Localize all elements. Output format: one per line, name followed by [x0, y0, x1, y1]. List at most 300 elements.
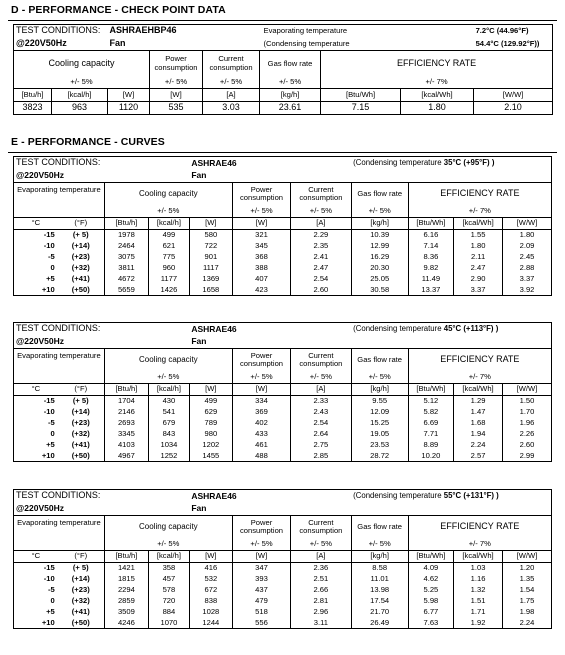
table-row	[14, 596, 552, 607]
data-cell: 2.57	[454, 451, 503, 462]
data-cell: 1.55	[454, 230, 503, 241]
data-cell: 2146	[104, 407, 148, 418]
data-cell: 1.20	[502, 563, 551, 574]
data-cell: 541	[149, 407, 190, 418]
data-cell: 1.96	[502, 418, 551, 429]
unit-cell: [Btu/h]	[104, 384, 148, 396]
section-d-rule	[8, 20, 557, 21]
efficiency-header: EFFICIENCY RATE	[408, 349, 551, 372]
data-cell: 3345	[104, 429, 148, 440]
fan-label: Fan	[191, 170, 207, 181]
temp-f: (+50)	[71, 617, 90, 627]
data-cell: 479	[232, 596, 290, 607]
temp-f: (+32)	[71, 595, 90, 605]
table-row	[14, 451, 552, 462]
data-cell: 2.24	[454, 440, 503, 451]
efficiency-header: EFFICIENCY RATE	[408, 516, 551, 539]
data-cell: 4.62	[408, 574, 453, 585]
data-cell: 9.82	[408, 263, 453, 274]
section-e-rule	[8, 152, 557, 153]
value-cell: 7.15	[321, 102, 401, 115]
data-cell: 4967	[104, 451, 148, 462]
data-cell: 402	[232, 418, 290, 429]
unit-c: °C	[14, 551, 58, 563]
data-cell: 532	[189, 574, 232, 585]
data-cell: 2.99	[502, 451, 551, 462]
unit-cell: [W]	[189, 551, 232, 563]
unit-cell: [kcal/h]	[149, 551, 190, 563]
data-cell: 3075	[104, 252, 148, 263]
temp-c: -15	[43, 396, 55, 406]
temp-f: (+41)	[71, 439, 90, 449]
efficiency-header: EFFICIENCY RATE	[408, 183, 551, 206]
unit-cell: [W/W]	[503, 218, 552, 230]
data-cell: 7.63	[408, 618, 453, 629]
unit-f: (°F)	[58, 384, 105, 396]
data-cell: 5.25	[408, 585, 453, 596]
data-cell: 2.75	[291, 440, 352, 451]
temp-f: (+32)	[71, 428, 90, 438]
unit-cell: [kcal/Wh]	[454, 551, 503, 563]
table-row	[14, 230, 552, 241]
data-cell: 3.37	[454, 285, 503, 296]
current-tolerance: +/- 5%	[203, 77, 260, 89]
cond-temp-label: (Condensing temperature	[353, 157, 442, 167]
data-cell: 358	[149, 563, 190, 574]
data-cell: 3.11	[291, 618, 352, 629]
table-row	[14, 574, 552, 585]
temp-c: -10	[43, 406, 55, 416]
data-cell: 6.69	[408, 418, 453, 429]
cooling-capacity-header: Cooling capacity	[104, 349, 232, 372]
unit-cell: [W]	[189, 384, 232, 396]
data-cell: 2.35	[291, 241, 352, 252]
data-cell: 1658	[189, 285, 232, 296]
data-cell: 2.88	[503, 263, 552, 274]
temp-f: (+23)	[71, 584, 90, 594]
data-cell: 11.49	[408, 274, 453, 285]
unit-cell: [kcal/Wh]	[401, 89, 474, 102]
unit-cell: [A]	[291, 551, 352, 563]
data-cell: 838	[189, 596, 232, 607]
fan-label: Fan	[191, 503, 207, 514]
temp-f: (+23)	[71, 251, 90, 261]
data-cell: 1028	[189, 607, 232, 618]
data-cell: 2.90	[454, 274, 503, 285]
data-cell: 2.81	[291, 596, 352, 607]
temp-c: +5	[46, 606, 55, 616]
table-row	[14, 585, 552, 596]
unit-cell: [Btu/h]	[14, 89, 52, 102]
data-cell: 556	[232, 618, 290, 629]
data-cell: 20.30	[351, 263, 408, 274]
temp-c: 0	[50, 262, 55, 272]
data-cell: 2.43	[291, 407, 352, 418]
data-cell: 1421	[104, 563, 148, 574]
data-cell: 775	[149, 252, 190, 263]
temp-f: (+14)	[71, 406, 90, 416]
efficiency-tolerance: +/- 7%	[408, 206, 551, 218]
data-cell: 1.35	[502, 574, 551, 585]
power-header: Power consumption	[232, 349, 290, 372]
data-cell: 430	[149, 396, 190, 407]
power-header: Power consumption	[232, 183, 290, 206]
gas-flow-header: Gas flow rate	[260, 51, 321, 77]
data-cell: 2.66	[291, 585, 352, 596]
data-cell: 843	[149, 429, 190, 440]
temp-c: +10	[41, 617, 55, 627]
data-cell: 1.80	[454, 241, 503, 252]
power-header: Power consumption	[232, 516, 290, 539]
test-conditions-label: TEST CONDITIONS:	[16, 25, 101, 36]
data-cell: 629	[189, 407, 232, 418]
data-cell: 321	[232, 230, 290, 241]
standard-label: ASHRAE46	[191, 323, 237, 334]
unit-c: °C	[14, 218, 58, 230]
current-tolerance: +/- 5%	[291, 539, 352, 551]
data-cell: 1117	[189, 263, 232, 274]
data-cell: 1.32	[454, 585, 503, 596]
unit-cell: [A]	[291, 218, 352, 230]
data-cell: 26.49	[351, 618, 408, 629]
cond-temp-label: (Condensing temperature	[263, 38, 350, 48]
data-cell: 1202	[189, 440, 232, 451]
unit-cell: [W/W]	[502, 551, 551, 563]
supply-label: @220V50Hz	[16, 503, 64, 514]
cooling-tolerance: +/- 5%	[70, 77, 93, 87]
unit-cell: [A]	[291, 384, 352, 396]
section-e-title: E - PERFORMANCE - CURVES	[11, 136, 165, 148]
cooling-tolerance: +/- 5%	[104, 206, 232, 218]
temp-c: +10	[41, 450, 55, 460]
unit-cell: [Btu/h]	[104, 218, 148, 230]
unit-f: (°F)	[58, 551, 105, 563]
data-cell: 1455	[189, 451, 232, 462]
temp-f: (+23)	[71, 417, 90, 427]
data-cell: 4103	[104, 440, 148, 451]
efficiency-tolerance: +/- 7%	[321, 77, 553, 89]
data-cell: 1252	[149, 451, 190, 462]
data-cell: 8.89	[408, 440, 453, 451]
temp-c: -10	[43, 240, 55, 250]
unit-cell: [W]	[150, 89, 203, 102]
data-cell: 16.29	[351, 252, 408, 263]
data-cell: 9.55	[351, 396, 408, 407]
data-cell: 345	[232, 241, 290, 252]
cooling-capacity-header: Cooling capacity	[14, 51, 150, 77]
gas-flow-header: Gas flow rate	[351, 349, 408, 372]
cooling-tolerance: +/- 5%	[104, 372, 232, 384]
data-cell: 433	[232, 429, 290, 440]
table-row	[14, 607, 552, 618]
data-cell: 368	[232, 252, 290, 263]
supply-label: @220V50Hz	[16, 37, 67, 48]
data-cell: 13.37	[408, 285, 453, 296]
data-cell: 347	[232, 563, 290, 574]
power-tolerance: +/- 5%	[232, 539, 290, 551]
data-cell: 11.01	[351, 574, 408, 585]
data-cell: 901	[189, 252, 232, 263]
data-cell: 580	[189, 230, 232, 241]
temp-f: (+ 5)	[72, 230, 89, 240]
standard-label: ASHRAE46	[191, 490, 237, 501]
data-cell: 1.94	[454, 429, 503, 440]
supply-label: @220V50Hz	[16, 336, 64, 347]
data-cell: 5.98	[408, 596, 453, 607]
table-row	[14, 285, 552, 296]
data-cell: 1.50	[502, 396, 551, 407]
fan-label: Fan	[191, 336, 207, 347]
unit-cell: [Btu/Wh]	[408, 218, 453, 230]
evap-temp-header: Evaporating temperature	[14, 516, 105, 551]
temp-c: +5	[46, 273, 55, 283]
current-header: Current consumption	[291, 183, 352, 206]
data-cell: 1244	[189, 618, 232, 629]
temp-c: -15	[43, 563, 55, 573]
temp-f: (+ 5)	[72, 563, 89, 573]
temp-c: -10	[43, 573, 55, 583]
data-cell: 8.36	[408, 252, 453, 263]
table-row	[14, 418, 552, 429]
current-header: Current consumption	[291, 349, 352, 372]
data-cell: 679	[149, 418, 190, 429]
data-cell: 1.68	[454, 418, 503, 429]
data-cell: 461	[232, 440, 290, 451]
data-cell: 488	[232, 451, 290, 462]
power-tolerance: +/- 5%	[150, 77, 203, 89]
data-cell: 369	[232, 407, 290, 418]
data-cell: 2.51	[291, 574, 352, 585]
data-cell: 457	[149, 574, 190, 585]
value-cell: 23.61	[260, 102, 321, 115]
temp-c: 0	[50, 595, 55, 605]
data-cell: 21.70	[351, 607, 408, 618]
data-cell: 6.16	[408, 230, 453, 241]
table-row	[14, 396, 552, 407]
temp-c: +10	[41, 284, 55, 294]
unit-cell: [kcal/Wh]	[454, 218, 503, 230]
temp-c: -5	[47, 584, 55, 594]
unit-cell: [W]	[232, 551, 290, 563]
data-cell: 7.71	[408, 429, 453, 440]
curve-table	[13, 156, 552, 296]
data-cell: 1815	[104, 574, 148, 585]
data-cell: 1034	[149, 440, 190, 451]
data-cell: 518	[232, 607, 290, 618]
data-cell: 5.82	[408, 407, 453, 418]
data-cell: 1704	[104, 396, 148, 407]
data-cell: 12.99	[351, 241, 408, 252]
unit-cell: [Btu/Wh]	[321, 89, 401, 102]
data-cell: 393	[232, 574, 290, 585]
unit-cell: [kg/h]	[260, 89, 321, 102]
evap-temp-label: Evaporating temperature	[263, 26, 348, 36]
value-cell: 963	[52, 102, 108, 115]
temp-f: (+32)	[71, 262, 90, 272]
table-row	[14, 618, 552, 629]
data-cell: 10.20	[408, 451, 453, 462]
standard-label: ASHRAEHBP46	[109, 25, 177, 36]
data-cell: 2.11	[454, 252, 503, 263]
data-cell: 30.58	[351, 285, 408, 296]
efficiency-header: EFFICIENCY RATE	[321, 51, 553, 77]
data-cell: 1.29	[454, 396, 503, 407]
data-cell: 6.77	[408, 607, 453, 618]
data-cell: 2294	[104, 585, 148, 596]
supply-label: @220V50Hz	[16, 170, 64, 181]
cond-temp-label: (Condensing temperature	[353, 490, 442, 500]
unit-cell: [W]	[232, 384, 290, 396]
unit-cell: [kg/h]	[351, 384, 408, 396]
gas-tolerance: +/- 5%	[260, 77, 321, 89]
data-cell: 1426	[149, 285, 190, 296]
temp-c: +5	[46, 439, 55, 449]
temp-c: -5	[47, 251, 55, 261]
data-cell: 1.71	[454, 607, 503, 618]
unit-cell: [W/W]	[502, 384, 551, 396]
data-cell: 334	[232, 396, 290, 407]
data-cell: 1.16	[454, 574, 503, 585]
data-cell: 3509	[104, 607, 148, 618]
data-cell: 437	[232, 585, 290, 596]
table-row	[14, 274, 552, 285]
data-cell: 4246	[104, 618, 148, 629]
data-cell: 2.60	[502, 440, 551, 451]
data-cell: 423	[232, 285, 290, 296]
unit-cell: [kg/h]	[351, 218, 408, 230]
power-header: Power consumption	[150, 51, 203, 77]
temp-c: -15	[43, 230, 55, 240]
cond-temp-label: (Condensing temperature	[353, 323, 442, 333]
unit-f: (°F)	[58, 218, 105, 230]
unit-cell: [kg/h]	[351, 551, 408, 563]
data-cell: 1.80	[503, 230, 552, 241]
curve-table	[13, 489, 552, 629]
cond-temp-value: 54.4°C (129.92°F))	[475, 38, 540, 48]
current-header: Current consumption	[291, 516, 352, 539]
data-cell: 2.26	[502, 429, 551, 440]
data-cell: 2.85	[291, 451, 352, 462]
data-cell: 28.72	[351, 451, 408, 462]
table-row	[14, 263, 552, 274]
data-cell: 2.45	[503, 252, 552, 263]
data-cell: 13.98	[351, 585, 408, 596]
test-conditions-label: TEST CONDITIONS:	[16, 323, 101, 334]
data-cell: 2.54	[291, 418, 352, 429]
data-cell: 3811	[104, 263, 148, 274]
temp-f: (+14)	[71, 240, 90, 250]
gas-tolerance: +/- 5%	[351, 372, 408, 384]
unit-cell: [Btu/Wh]	[408, 551, 453, 563]
current-header: Current consumption	[203, 51, 260, 77]
data-cell: 4.09	[408, 563, 453, 574]
data-cell: 5.12	[408, 396, 453, 407]
data-cell: 23.53	[351, 440, 408, 451]
unit-cell: [kcal/h]	[149, 218, 190, 230]
evap-temp-header: Evaporating temperature	[14, 183, 105, 218]
table-row	[14, 407, 552, 418]
unit-cell: [Btu/Wh]	[408, 384, 453, 396]
standard-label: ASHRAE46	[191, 157, 237, 168]
data-cell: 2.29	[291, 230, 352, 241]
data-cell: 2.24	[502, 618, 551, 629]
gas-flow-header: Gas flow rate	[351, 183, 408, 206]
unit-cell: [W]	[189, 218, 232, 230]
temp-f: (+50)	[71, 450, 90, 460]
value-cell: 1.80	[401, 102, 474, 115]
data-cell: 8.58	[351, 563, 408, 574]
data-cell: 960	[149, 263, 190, 274]
cond-temp-value: 55°C (+131°F) )	[443, 490, 499, 500]
data-cell: 1.92	[454, 618, 503, 629]
data-cell: 1.98	[502, 607, 551, 618]
value-cell: 3.03	[203, 102, 260, 115]
data-cell: 499	[189, 396, 232, 407]
temp-c: -5	[47, 417, 55, 427]
data-cell: 2.64	[291, 429, 352, 440]
temp-f: (+ 5)	[72, 396, 89, 406]
data-cell: 2.41	[291, 252, 352, 263]
fan-label: Fan	[109, 37, 126, 48]
table-row	[14, 563, 552, 574]
data-cell: 1.51	[454, 596, 503, 607]
data-cell: 1978	[104, 230, 148, 241]
unit-cell: [Btu/h]	[104, 551, 148, 563]
cooling-capacity-header: Cooling capacity	[104, 516, 232, 539]
table-row	[14, 241, 552, 252]
data-cell: 2.47	[291, 263, 352, 274]
value-cell: 2.10	[474, 102, 553, 115]
data-cell: 672	[189, 585, 232, 596]
data-cell: 499	[149, 230, 190, 241]
data-cell: 2.96	[291, 607, 352, 618]
data-cell: 1.03	[454, 563, 503, 574]
data-cell: 980	[189, 429, 232, 440]
evap-temp-value: 7.2°C (44.96°F)	[475, 26, 529, 36]
unit-cell: [W/W]	[474, 89, 553, 102]
unit-cell: [kcal/h]	[149, 384, 190, 396]
value-cell: 1120	[108, 102, 150, 115]
data-cell: 884	[149, 607, 190, 618]
gas-flow-header: Gas flow rate	[351, 516, 408, 539]
power-tolerance: +/- 5%	[232, 372, 290, 384]
cond-temp-value: 35°C (+95°F) )	[443, 157, 495, 167]
power-tolerance: +/- 5%	[232, 206, 290, 218]
cond-temp-value: 45°C (+113°F) )	[443, 323, 499, 333]
data-cell: 1369	[189, 274, 232, 285]
value-cell: 535	[150, 102, 203, 115]
unit-cell: [kcal/Wh]	[454, 384, 503, 396]
data-cell: 2.47	[454, 263, 503, 274]
cooling-tolerance: +/- 5%	[104, 539, 232, 551]
temp-f: (+14)	[71, 573, 90, 583]
data-cell: 2.09	[503, 241, 552, 252]
data-cell: 720	[149, 596, 190, 607]
data-cell: 3.37	[503, 274, 552, 285]
data-cell: 621	[149, 241, 190, 252]
data-cell: 12.09	[351, 407, 408, 418]
efficiency-tolerance: +/- 7%	[408, 372, 551, 384]
current-tolerance: +/- 5%	[291, 206, 352, 218]
data-cell: 2464	[104, 241, 148, 252]
table-row	[14, 429, 552, 440]
value-cell: 3823	[22, 102, 43, 113]
data-cell: 2693	[104, 418, 148, 429]
data-cell: 2.36	[291, 563, 352, 574]
curve-table	[13, 322, 552, 462]
temp-f: (+41)	[71, 273, 90, 283]
unit-cell: [kcal/h]	[52, 89, 108, 102]
